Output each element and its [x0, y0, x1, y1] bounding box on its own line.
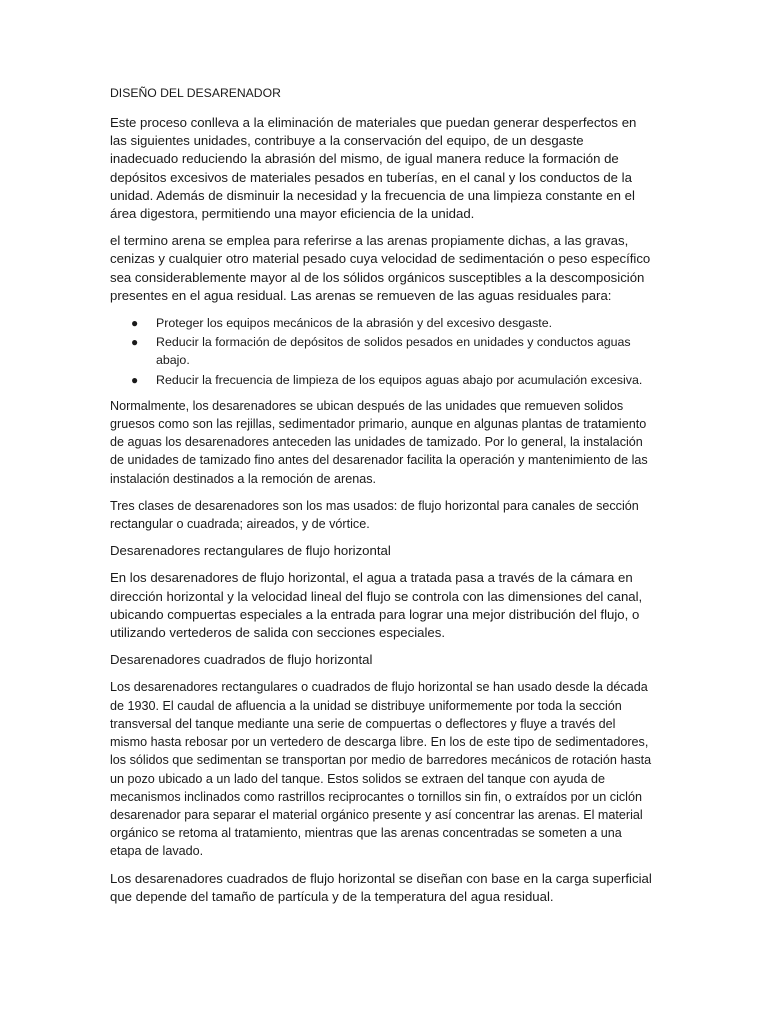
list-item-text: Reducir la frecuencia de limpieza de los equipos aguas abajo por acumulación excesiva.: [156, 372, 643, 387]
list-item-text: Reducir la formación de depósitos de solidos pesados en unidades y conductos aguas abajo.: [156, 335, 631, 368]
document-page: [110, 84, 655, 915]
paragraph-arena-definition: el termino arena se emplea para referirse a las arenas propiamente dichas, a las gravas, cenizas y cualquier otro material pesado cuya velocidad de sedimentación o peso específico sea considerablemente mayor al de los sólidos orgánicos susceptibles a la descomposición presentes en el agua residual. Las arenas se remueven de las aguas residuales para:: [110, 233, 651, 303]
section-heading-square: Desarenadores cuadrados de flujo horizontal: [110, 652, 373, 668]
section-heading-rectangular: Desarenadores rectangulares de flujo horizontal: [110, 543, 391, 559]
paragraph-square-description: Los desarenadores rectangulares o cuadrados de flujo horizontal se han usado desde la década de 1930. El caudal de afluencia a la unidad se distribuye uniformemente por toda la sección transversal del tanque mediante una serie de compuertas o deflectores y fluye a través del mismo hasta rebosar por un vertedero de descarga libre. En los de este tipo de sedimentadores, los sólidos que sedimentan se transportan por medio de barredores mecánicos de rotación hasta un pozo ubicado a un lado del tanque. Estos solidos se extraen del tanque con ayuda de mecanismos inclinados como rastrillos reciprocantes o tornillos sin fin, o extraídos por un ciclón desarenador para separar el material orgánico presente y así concentrar las arenas. El material orgánico se retoma al tratamiento, mientras que las arenas concentradas se someten a una etapa de lavado.: [110, 680, 652, 859]
list-item-text: Proteger los equipos mecánicos de la abrasión y del excesivo desgaste.: [156, 316, 553, 331]
paragraph-classes: Tres clases de desarenadores son los mas usados: de flujo horizontal para canales de sección rectangular o cuadrada; aireados, y de vórtice.: [110, 498, 639, 532]
document-title: DISEÑO DEL DESARENADOR: [110, 86, 281, 100]
list-item: [110, 314, 655, 332]
bullet-icon: ●: [131, 316, 139, 331]
purpose-list: [110, 314, 655, 389]
paragraph-horizontal-flow: En los desarenadores de flujo horizontal, el agua a tratada pasa a través de la cámara en dirección horizontal y la velocidad lineal del flujo se controla con las dimensiones del canal, ubicando compuertas especiales a la entrada para lograr una mejor distribución del flujo, o utilizando vertederos de salida con secciones especiales.: [110, 570, 643, 641]
paragraph-intro: Este proceso conlleva a la eliminación de materiales que puedan generar desperfectos en las siguientes unidades, contribuye a la conservación del equipo, de un desgaste inadecuado reduciendo la abrasión del mismo, de igual manera reduce la formación de depósitos excesivos de materiales pesados en tuberías, en el canal y los conductos de la unidad. Además de disminuir la necesidad y la frecuencia de una limpieza constante en el área digestora, permitiendo una mayor eficiencia de la unidad.: [110, 115, 637, 222]
list-item: [110, 371, 655, 389]
paragraph-location: Normalmente, los desarenadores se ubican después de las unidades que remueven solidos gruesos como son las rejillas, sedimentador primario, aunque en algunas plantas de tratamiento de aguas los desarenadores anteceden las unidades de tamizado. Por lo general, la instalación de unidades de tamizado fino antes del desarenador facilita la operación y mantenimiento de las instalación destinados a la remoción de arenas.: [110, 398, 648, 486]
bullet-icon: ●: [131, 372, 139, 387]
bullet-icon: ●: [131, 335, 139, 350]
list-item: [110, 333, 655, 369]
paragraph-design-basis: Los desarenadores cuadrados de flujo horizontal se diseñan con base en la carga superficial que depende del tamaño de partícula y de la temperatura del agua residual.: [110, 870, 652, 904]
